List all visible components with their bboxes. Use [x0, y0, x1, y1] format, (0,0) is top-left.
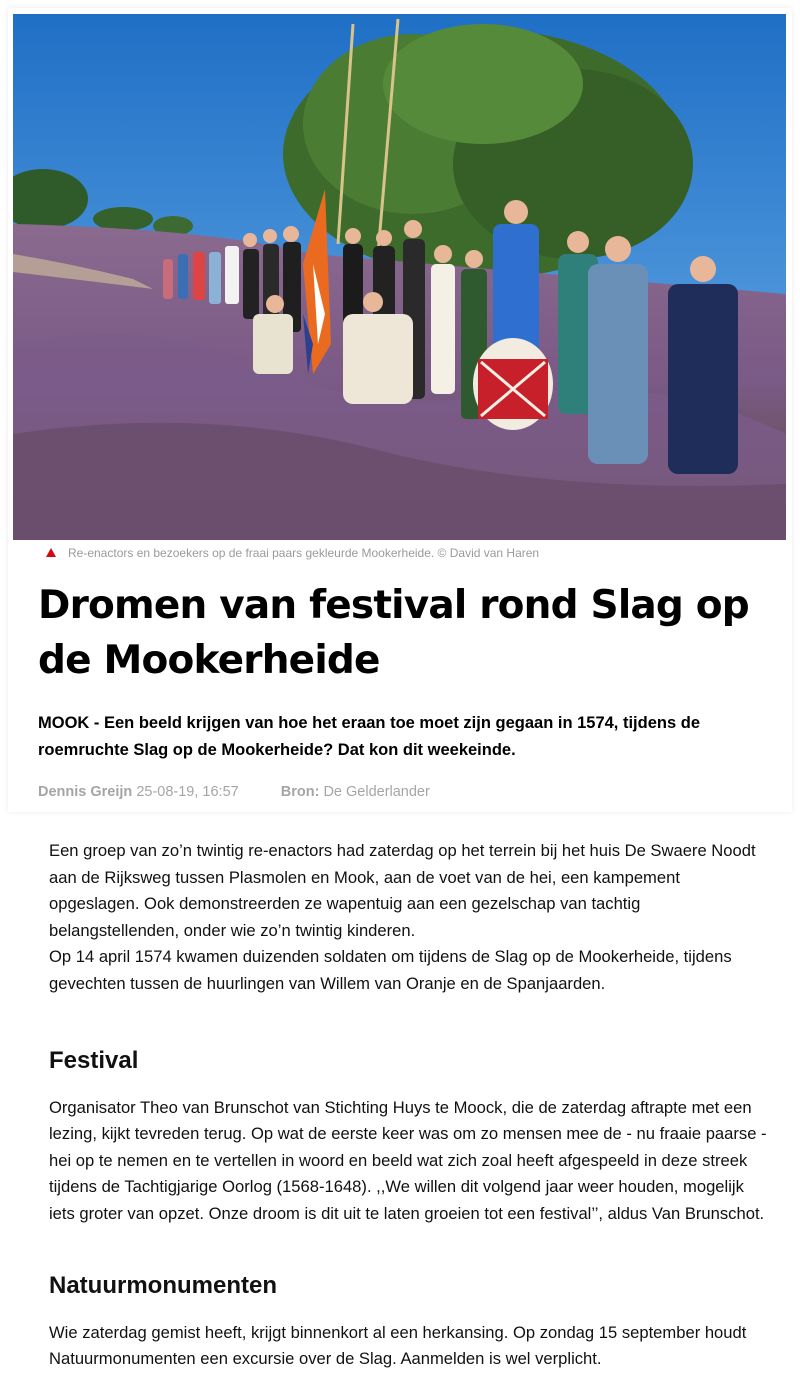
article-headline: Dromen van festival rond Slag op de Mookerheide: [38, 583, 749, 683]
intro-paragraph-2: Op 14 april 1574 kwamen duizenden soldaten om tijdens de Slag op de Mookerheide, tijdens gevechten tussen de huurlingen van Willem van Oranje en de Spanjaarden.: [49, 947, 732, 993]
article-meta: [38, 784, 758, 800]
section-text-festival: Organisator Theo van Brunschot van Stichting Huys te Moock, die de zaterdag aftrapte met een lezing, kijkt tevreden terug. Op wat de eerste keer was om zo mensen mee de - nu fraaie paarse - hei op te nemen en te vertellen in woord en beeld wat zich zoal heeft afgespeeld in deze streek tijdens de Tachtigjarige Oorlog (1568-1648). ,,We willen dit volgend jaar weer houden, mogelijk iets groter van opzet. Onze droom is dit uit te laten groeien tot een festival’’, aldus Van Brunschot.: [49, 1097, 767, 1223]
article-lead: MOOK - Een beeld krijgen van hoe het eraan toe moet zijn gegaan in 1574, tijdens de roemruchte Slag op de Mookerheide? Dat kon dit weekeinde.: [38, 714, 700, 759]
publish-date: 25-08-19, 16:57: [136, 784, 239, 800]
triangle-up-icon: [46, 548, 56, 557]
caption-text: Re-enactors en bezoekers op de fraai paars gekleurde Mookerheide. © David van Haren: [68, 546, 540, 560]
section-festival: [49, 1027, 769, 1227]
photo-heath-reenactors: [13, 14, 786, 540]
article-photo[interactable]: [13, 14, 786, 540]
article-body: [49, 838, 769, 997]
section-text-natuurmonumenten: Wie zaterdag gemist heeft, krijgt binnenkort al een herkansing. Op zondag 15 september houdt Natuurmonumenten een excursie over de Slag. Aanmelden is wel verplicht.: [49, 1322, 747, 1369]
section-heading-natuurmonumenten: Natuurmonumenten: [49, 1271, 277, 1299]
source-name: De Gelderlander: [323, 784, 430, 800]
photo-caption: [46, 544, 766, 562]
article-header-card: [8, 8, 792, 812]
author-name[interactable]: Dennis Greijn: [38, 784, 133, 800]
intro-paragraph-1: Een groep van zo’n twintig re-enactors had zaterdag op het terrein bij het huis De Swaere Noodt aan de Rijksweg tussen Plasmolen en Mook, aan de voet van de hei, een kampement opgeslagen. Ook demonstreerden ze wapentuig aan een gezelschap van tachtig belangstellenden, onder wie zo’n twintig kinderen.: [49, 841, 756, 940]
section-heading-festival: Festival: [49, 1046, 139, 1074]
source-label: Bron:: [280, 784, 320, 800]
section-natuurmonumenten: [49, 1252, 769, 1373]
